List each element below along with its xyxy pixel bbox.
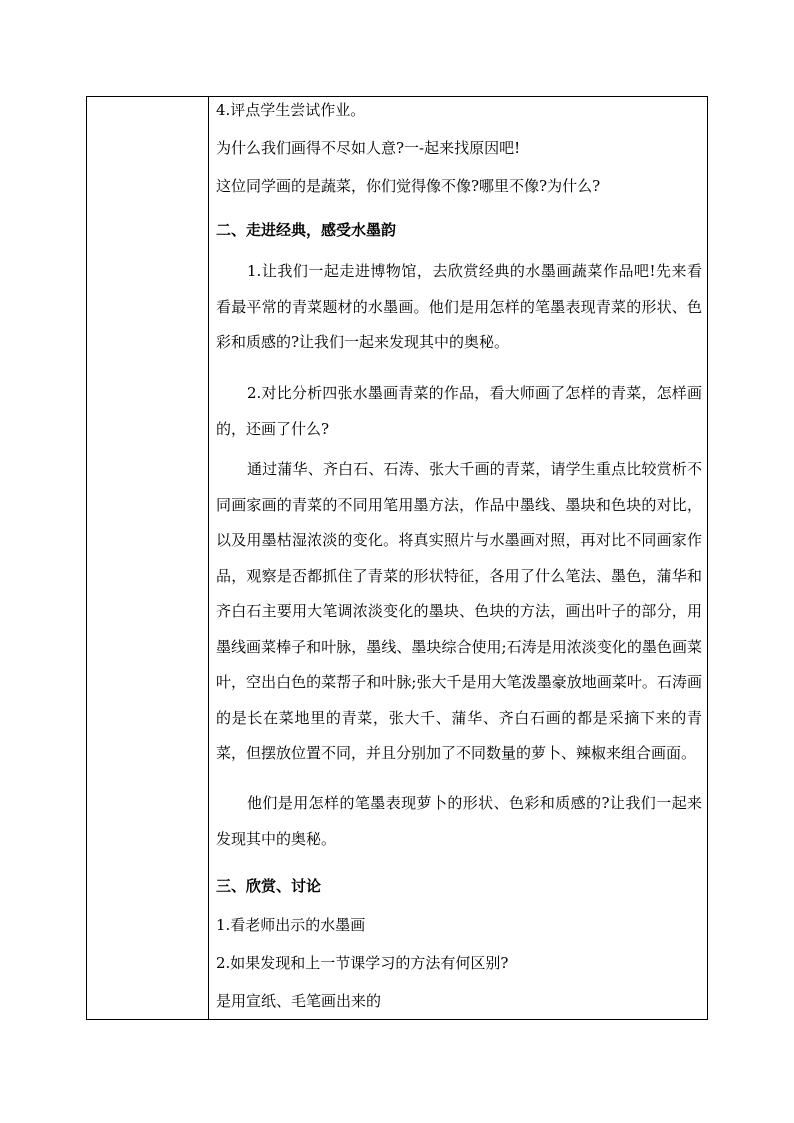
question-line: 为什么我们画得不尽如人意?一-起来找原因吧! — [216, 139, 521, 157]
paragraph-2: 2.对比分析四张水墨画青菜的作品，看大师画了怎样的青菜，怎样画的，还画了什么? — [216, 384, 702, 438]
step-4-line: 4.评点学生尝试作业。 — [216, 101, 366, 119]
lesson-table — [86, 96, 708, 1020]
paragraph-4: 他们是用怎样的笔墨表现萝卜的形状、色彩和质感的?让我们一起来发现其中的奥秘。 — [216, 794, 702, 848]
paragraph-1: 1.让我们一起走进博物馆，去欣赏经典的水墨画蔬菜作品吧!先来看看最平常的青菜题材的水墨画。他们是用怎样的笔墨表现青菜的形状、色彩和质感的?让我们一起来发现其中的奥秘。 — [216, 262, 702, 351]
step-1-line: 1.看老师出示的水墨画 — [216, 916, 366, 934]
step-2-line: 2.如果发现和上一节课学习的方法有何区别? — [216, 954, 509, 972]
section-heading-2: 二、走进经典，感受水墨韵 — [216, 221, 397, 239]
answer-line: 是用宣纸、毛笔画出来的 — [216, 992, 382, 1010]
section-heading-3: 三、欣赏、讨论 — [216, 877, 322, 895]
question-line-2: 这位同学画的是蔬菜，你们觉得像不像?哪里不像?为什么? — [216, 177, 601, 195]
column-divider — [208, 97, 209, 1019]
paragraph-3: 通过蒲华、齐白石、石涛、张大千画的青菜，请学生重点比较赏析不同画家画的青菜的不同用笔用墨方法，作品中墨线、墨块和色块的对比，以及用墨枯湿浓淡的变化。将真实照片与水墨画对照，再对比不同画家作品，观察是否都抓住了青菜的形状特征，各用了什么笔法、墨色，蒲华和齐白石主要用大笔调浓淡变化的墨块、色块的方法，画出叶子的部分，用墨线画菜棒子和叶脉，墨线、墨块综合使用;石涛是用浓淡变化的墨色画菜叶，空出白色的菜帮子和叶脉;张大千是用大笔泼墨豪放地画菜叶。石涛画的是长在菜地里的青菜，张大千、蒲华、齐白石画的都是采摘下来的青菜，但摆放位置不同，并且分别加了不同数量的萝卜、辣椒来组合画面。 — [216, 460, 702, 762]
